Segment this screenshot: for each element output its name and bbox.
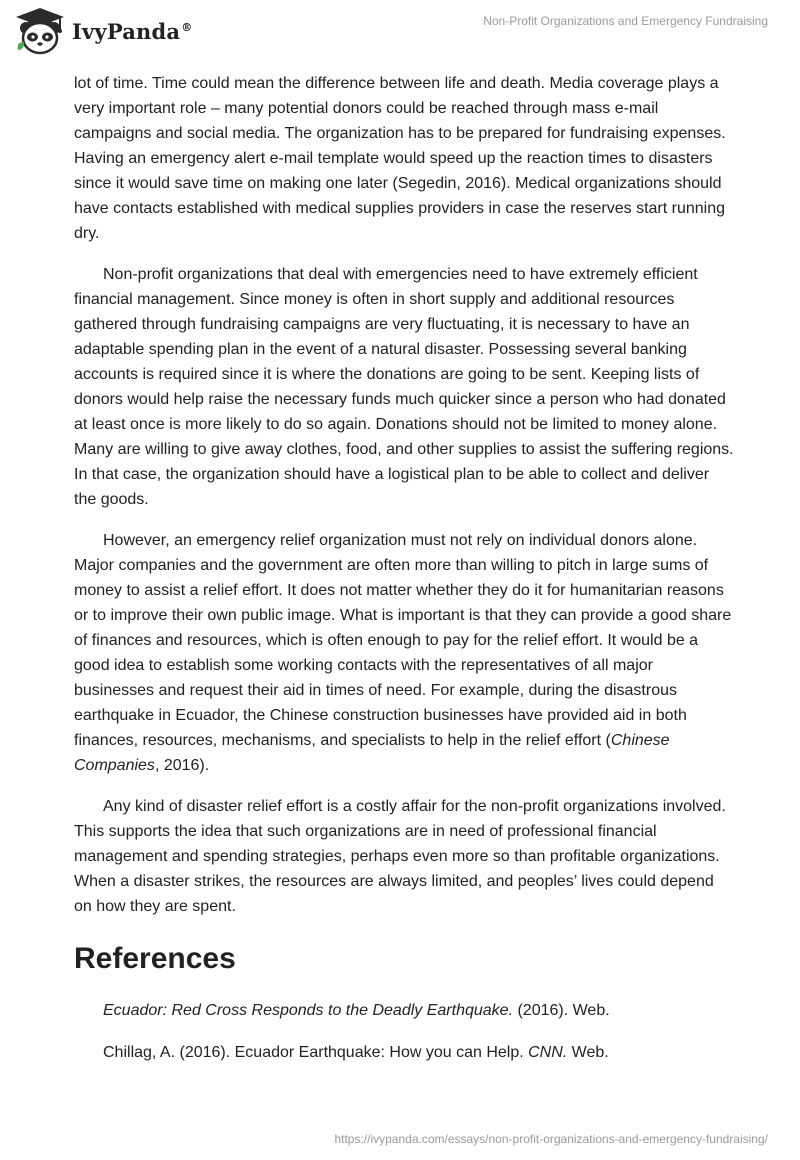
citation-italic: Chinese Companies [74, 732, 670, 774]
page-header [0, 0, 800, 70]
references-heading: References [74, 942, 236, 975]
body-paragraph-4: Any kind of disaster relief effort is a costly affair for the non-profit organizations involved. This supports the idea that such organizations are in need of professional financial management and spending strategies, perhaps even more so than profitable organizations. When a disaster strikes, the resources are always limited, and peoples’ lives could depend on how they are spent. [74, 798, 726, 915]
footer-url[interactable]: https://ivypanda.com/essays/non-profit-organizations-and-emergency-fundraising/ [334, 1132, 768, 1146]
body-paragraph-3: However, an emergency relief organization must not rely on individual donors alone. Major companies and the government are often more than willing to pitch in large sums of money to assist a relief effort. It does not matter whether they do it for humanitarian reasons or to improve their own public image. What is important is that they can provide a good share of finances and resources, which is often enough to pay for the relief effort. It would be a good idea to establish some working contacts with the representatives of all major businesses and request their aid in times of need. For example, during the disastrous earthquake in Ecuador, the Chinese construction businesses have provided aid in both finances, resources, mechanisms, and specialists to help in the relief effort (Chinese Companies, 2016). [74, 532, 732, 774]
essay-content [74, 71, 734, 1083]
reference-item-2: Chillag, A. (2016). Ecuador Earthquake: How you can Help. CNN. Web. [103, 1044, 609, 1061]
body-paragraph-2: Non-profit organizations that deal with emergencies need to have extremely efficient financial management. Since money is often in short supply and additional resources gathered through fundraising campaigns are very fluctuating, it is necessary to have an adaptable spending plan in the event of a natural disaster. Possessing several banking accounts is required since it is where the donations are going to be sent. Keeping lists of donors would help raise the necessary funds much quicker since a person who had donated at least once is more likely to do so again. Donations should not be limited to money alone. Many are willing to give away clothes, food, and other supplies to assist the suffering regions. In that case, the organization should have a logistical plan to be able to collect and deliver the goods. [74, 266, 734, 508]
reference-item-1: Ecuador: Red Cross Responds to the Deadly Earthquake. (2016). Web. [103, 1002, 610, 1019]
panda-graduation-icon [14, 6, 66, 56]
ivypanda-logo[interactable] [14, 6, 192, 56]
body-paragraph-1: lot of time. Time could mean the difference between life and death. Media coverage plays a very important role – many potential donors could be reached through mass e-mail campaigns and social media. The organization has to be prepared for fundraising expenses. Having an emergency alert e-mail template would speed up the reaction times to disasters since it would save time on making one later (Segedin, 2016). Medical organizations should have contacts established with medical supplies providers in case the reserves start running dry. [74, 75, 726, 242]
logo-wordmark: IvyPanda® [72, 18, 193, 44]
running-title: Non-Profit Organizations and Emergency Fundraising [483, 14, 768, 28]
